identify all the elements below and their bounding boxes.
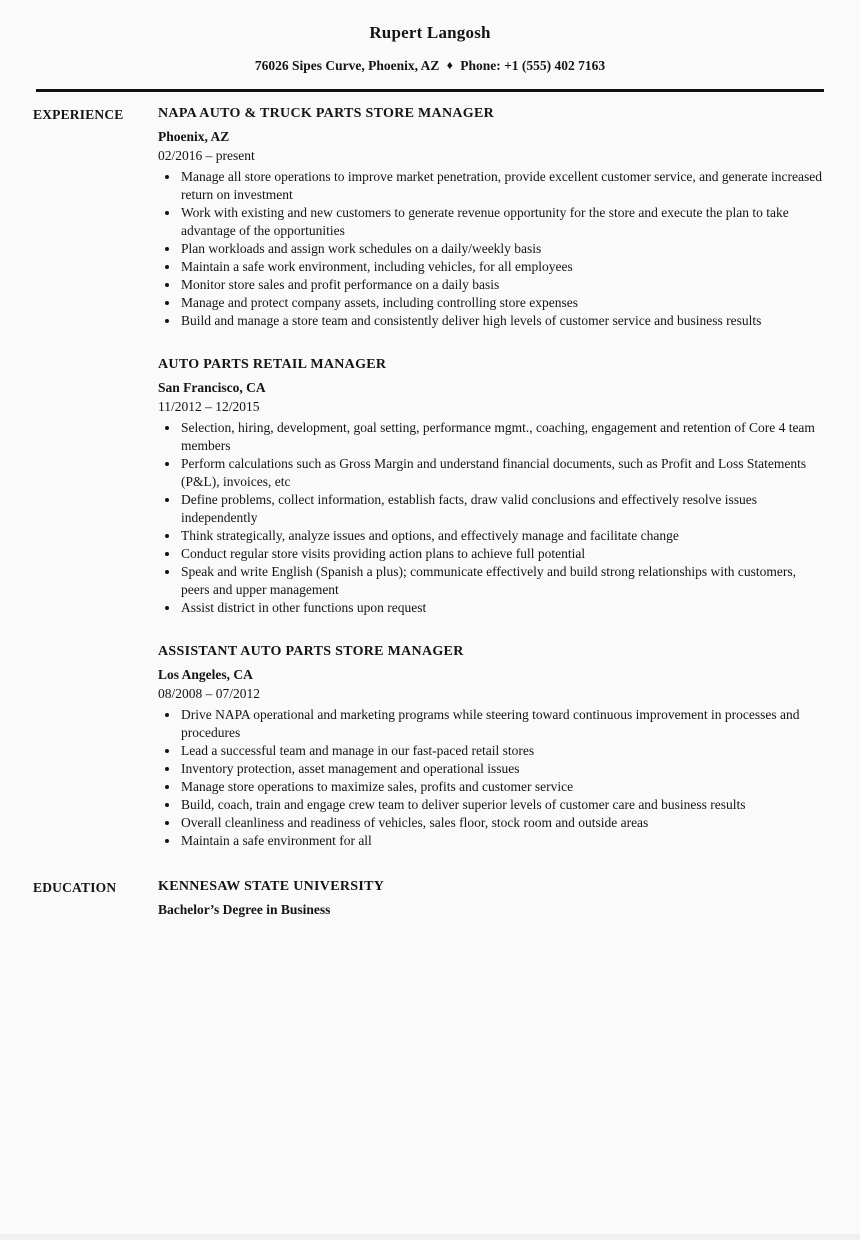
resume-entry	[158, 643, 826, 850]
bullet-item: • Manage all store operations to improve market penetration, provide excellent customer service, and generate increased return on investment	[180, 168, 826, 204]
section-content	[158, 105, 856, 850]
resume-entry	[158, 356, 826, 617]
contact-line	[0, 57, 860, 75]
bullet-item: • Maintain a safe environment for all	[180, 832, 826, 850]
resume-body	[0, 105, 860, 921]
resume-entry	[158, 878, 826, 920]
bullet-item: • Lead a successful team and manage in our fast-paced retail stores	[180, 742, 826, 760]
entry-bullets	[158, 419, 826, 616]
bullet-item: • Conduct regular store visits providing action plans to achieve full potential	[180, 545, 826, 563]
bullet-item: • Manage and protect company assets, including controlling store expenses	[180, 294, 826, 312]
entry-bullets	[158, 706, 826, 850]
entry-dates: 02/2016 – present	[158, 148, 255, 164]
bullet-item: • Manage store operations to maximize sales, profits and customer service	[180, 778, 826, 796]
entry-subtitle: San Francisco, CA	[158, 380, 266, 396]
bottom-edge-strip	[0, 1234, 860, 1240]
entry-dates: 08/2008 – 07/2012	[158, 686, 261, 702]
contact-phone: Phone: +1 (555) 402 7163	[460, 57, 606, 73]
bullet-item: • Plan workloads and assign work schedules on a daily/weekly basis	[180, 240, 826, 258]
bullet-item: • Selection, hiring, development, goal setting, performance mgmt., coaching, engagement and retention of Core 4 team members	[180, 419, 826, 455]
entry-title: AUTO PARTS RETAIL MANAGER	[158, 356, 387, 372]
entry-title: NAPA AUTO & TRUCK PARTS STORE MANAGER	[158, 105, 495, 121]
bullet-item: • Define problems, collect information, establish facts, draw valid conclusions and effectively resolve issues independently	[180, 491, 826, 527]
entry-dates: 11/2012 – 12/2015	[158, 399, 260, 415]
entry-title: KENNESAW STATE UNIVERSITY	[158, 878, 385, 894]
entry-subtitle: Phoenix, AZ	[158, 129, 230, 145]
entry-bullets	[158, 168, 826, 330]
bullet-item: • Drive NAPA operational and marketing programs while steering toward continuous improvement in processes and procedures	[180, 706, 826, 742]
resume-section	[0, 878, 860, 921]
entry-subtitle: Los Angeles, CA	[158, 667, 253, 683]
contact-address: 76026 Sipes Curve, Phoenix, AZ	[254, 57, 440, 73]
section-content	[158, 878, 856, 921]
bullet-item: • Build, coach, train and engage crew team to deliver superior levels of customer care and business results	[180, 796, 826, 814]
bullet-item: • Speak and write English (Spanish a plus); communicate effectively and build strong relationships with customers, peers and upper management	[180, 563, 826, 599]
header-divider	[36, 89, 824, 92]
entry-title: ASSISTANT AUTO PARTS STORE MANAGER	[158, 643, 464, 659]
diamond-separator-icon: ♦	[446, 57, 453, 72]
bullet-item: • Build and manage a store team and consistently deliver high levels of customer service and business results	[180, 312, 826, 330]
bullet-item: • Assist district in other functions upon request	[180, 599, 826, 617]
bullet-item: • Overall cleanliness and readiness of vehicles, sales floor, stock room and outside areas	[180, 814, 826, 832]
bullet-item: • Think strategically, analyze issues and options, and effectively manage and facilitate change	[180, 527, 826, 545]
bullet-item: • Work with existing and new customers to generate revenue opportunity for the store and execute the plan to take advantage of the opportunities	[180, 204, 826, 240]
section-label: EDUCATION	[33, 879, 117, 895]
bullet-item: • Inventory protection, asset management and operational issues	[180, 760, 826, 778]
bullet-item: • Monitor store sales and profit performance on a daily basis	[180, 276, 826, 294]
resume-entry	[158, 105, 826, 330]
bullet-item: • Perform calculations such as Gross Margin and understand financial documents, such as Profit and Loss Statements (P&L), invoices, etc	[180, 455, 826, 491]
resume-header	[0, 22, 860, 92]
section-label: EXPERIENCE	[33, 106, 124, 122]
person-name: Rupert Langosh	[369, 23, 491, 42]
resume-section	[0, 105, 860, 850]
bullet-item: • Maintain a safe work environment, including vehicles, for all employees	[180, 258, 826, 276]
entry-subtitle: Bachelor’s Degree in Business	[158, 902, 331, 918]
